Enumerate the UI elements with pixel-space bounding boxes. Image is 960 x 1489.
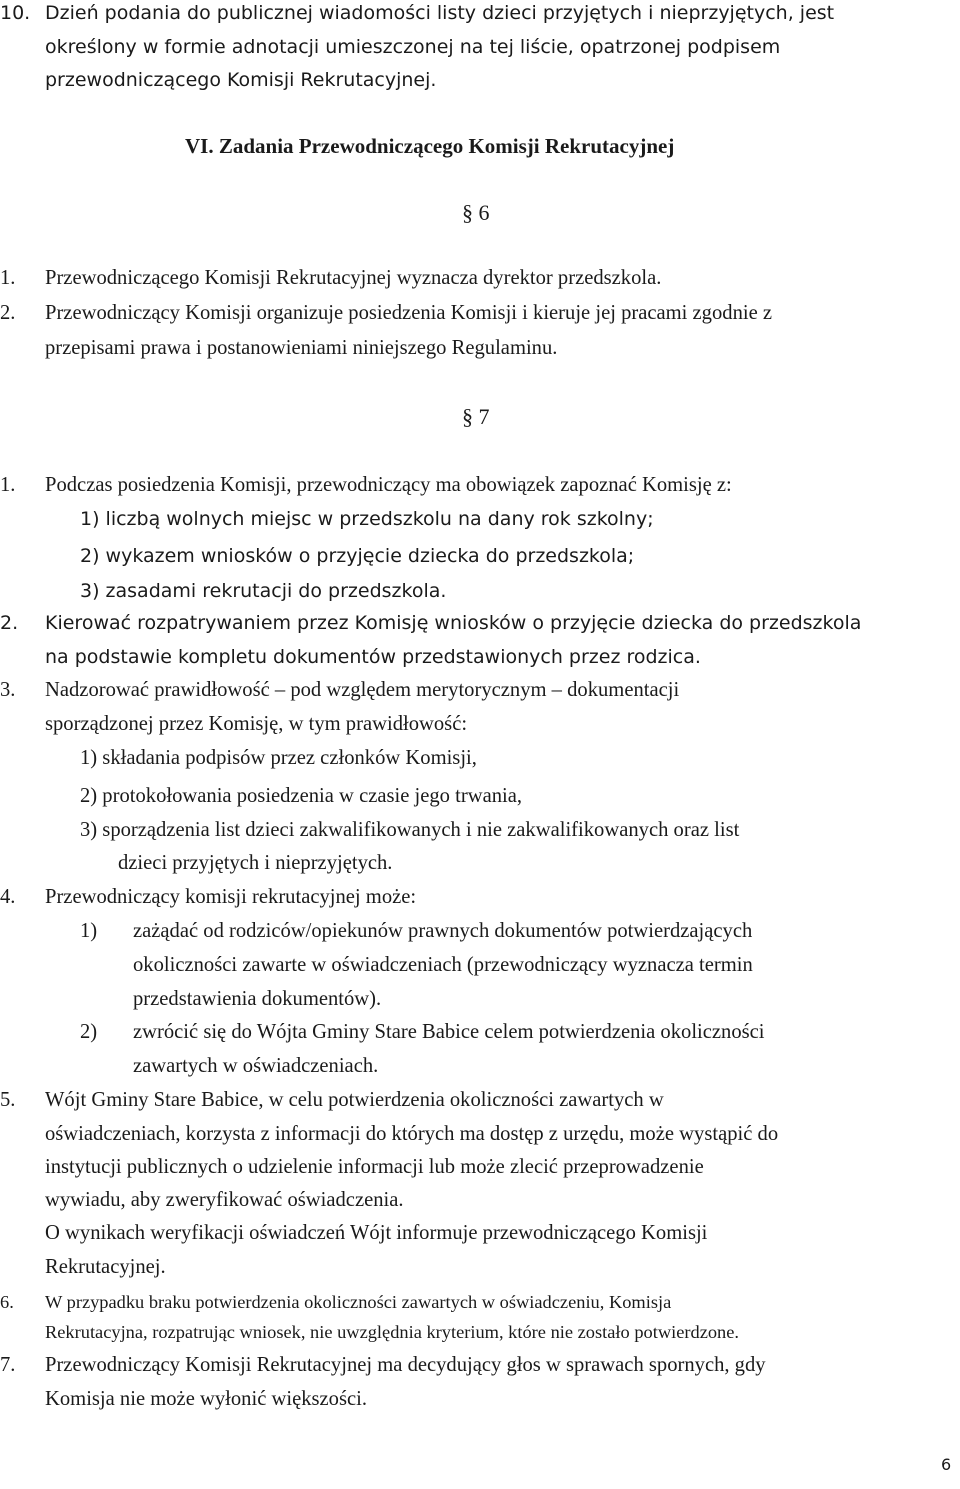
list-number: 1. [0, 474, 16, 496]
paragraph-symbol: § 7 [462, 404, 490, 429]
text-line: instytucji publicznych o udzielenie informacji lub może zlecić przeprowadzenie [45, 1156, 704, 1178]
text-line: sporządzonej przez Komisję, w tym prawidłowość: [45, 713, 468, 735]
text-line: Przewodniczący komisji rekrutacyjnej może: [45, 886, 417, 908]
text-line: Rekrutacyjnej. [45, 1256, 166, 1278]
sub-item: zwrócić się do Wójta Gminy Stare Babice celem potwierdzenia okoliczności [133, 1021, 765, 1043]
list-number: 10. [0, 2, 31, 24]
text-line: Przewodniczący Komisji Rekrutacyjnej ma decydujący głos w sprawach spornych, gdy [45, 1354, 766, 1376]
text-line: O wynikach weryfikacji oświadczeń Wójt informuje przewodniczącego Komisji [45, 1222, 708, 1244]
sub-item-continuation: dzieci przyjętych i nieprzyjętych. [118, 852, 393, 874]
text-line: Przewodniczący Komisji organizuje posiedzenia Komisji i kieruje jej pracami zgodnie z [45, 302, 773, 324]
text-line: określony w formie adnotacji umieszczonej na tej liście, opatrzonej podpisem [45, 36, 781, 58]
sub-item: 1) liczbą wolnych miejsc w przedszkolu na dany rok szkolny; [80, 508, 654, 530]
sub-item: zażądać od rodziców/opiekunów prawnych dokumentów potwierdzających [133, 920, 753, 942]
text-line: Przewodniczącego Komisji Rekrutacyjnej wyznacza dyrektor przedszkola. [45, 267, 662, 289]
list-number: 2. [0, 302, 16, 324]
text-line: Nadzorować prawidłowość – pod względem merytorycznym – dokumentacji [45, 679, 680, 701]
list-number: 3. [0, 679, 16, 701]
text-line: na podstawie kompletu dokumentów przedstawionych przez rodzica. [45, 646, 701, 668]
text-line: wywiadu, aby zweryfikować oświadczenia. [45, 1189, 404, 1211]
sub-item: 2) protokołowania posiedzenia w czasie jego trwania, [80, 785, 523, 807]
sub-item: 2) wykazem wniosków o przyjęcie dziecka do przedszkola; [80, 545, 635, 567]
list-number: 6. [0, 1292, 14, 1312]
list-number: 4. [0, 886, 16, 908]
list-number: 7. [0, 1354, 16, 1376]
list-number: 1. [0, 267, 16, 289]
sub-item: zawartych w oświadczeniach. [133, 1055, 379, 1077]
sub-item: okoliczności zawarte w oświadczeniach (przewodniczący wyznacza termin [133, 954, 753, 976]
text-line: Podczas posiedzenia Komisji, przewodniczący ma obowiązek zapoznać Komisję z: [45, 474, 732, 496]
text-line: Komisja nie może wyłonić większości. [45, 1388, 367, 1410]
page-number: 6 [941, 1455, 952, 1474]
sub-item-label: 2) [80, 1021, 98, 1043]
text-line: Wójt Gminy Stare Babice, w celu potwierdzenia okoliczności zawartych w [45, 1089, 664, 1111]
section-heading: VI. Zadania Przewodniczącego Komisji Rekrutacyjnej [185, 134, 675, 158]
paragraph-symbol: § 6 [462, 200, 490, 225]
sub-item: 3) zasadami rekrutacji do przedszkola. [80, 580, 447, 602]
text-line: przepisami prawa i postanowieniami niniejszego Regulaminu. [45, 337, 558, 359]
text-line: W przypadku braku potwierdzenia okoliczności zawartych w oświadczeniu, Komisja [45, 1292, 672, 1312]
text-line: przewodniczącego Komisji Rekrutacyjnej. [45, 69, 437, 91]
text-line: Kierować rozpatrywaniem przez Komisję wniosków o przyjęcie dziecka do przedszkola [45, 612, 862, 634]
list-number: 2. [0, 612, 19, 634]
list-number: 5. [0, 1089, 16, 1111]
text-line: Rekrutacyjna, rozpatrując wniosek, nie uwzględnia kryterium, które nie zostało potwierdzone. [45, 1322, 740, 1342]
sub-item-label: 1) [80, 920, 98, 942]
sub-item: 1) składania podpisów przez członków Komisji, [80, 747, 477, 769]
text-line: oświadczeniach, korzysta z informacji do których ma dostęp z urzędu, może wystąpić do [45, 1123, 779, 1145]
sub-item: 3) sporządzenia list dzieci zakwalifikowanych i nie zakwalifikowanych oraz list [80, 819, 740, 841]
text-line: Dzień podania do publicznej wiadomości listy dzieci przyjętych i nieprzyjętych, jest [45, 2, 835, 24]
sub-item: przedstawienia dokumentów). [133, 988, 382, 1010]
